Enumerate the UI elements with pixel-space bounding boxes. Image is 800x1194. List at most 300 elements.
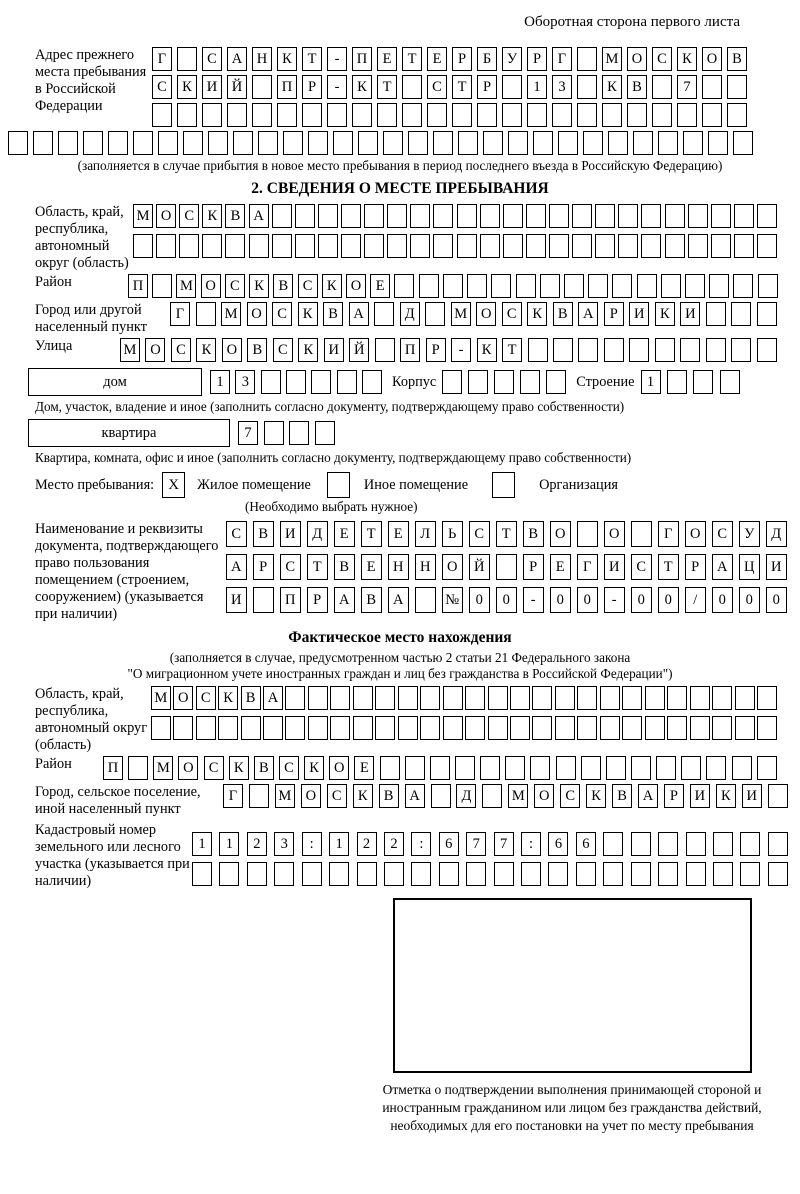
char-box[interactable] <box>546 370 566 394</box>
char-box[interactable] <box>482 784 502 808</box>
char-box[interactable]: А <box>334 587 355 613</box>
char-box[interactable]: П <box>400 338 420 362</box>
char-box[interactable] <box>333 131 353 155</box>
char-box[interactable] <box>272 204 292 228</box>
char-box[interactable] <box>252 103 272 127</box>
char-box[interactable] <box>465 686 485 710</box>
char-box[interactable]: Т <box>402 47 422 71</box>
char-box[interactable] <box>128 756 148 780</box>
char-box[interactable] <box>577 716 597 740</box>
char-box[interactable]: О <box>145 338 165 362</box>
char-box[interactable]: О <box>627 47 647 71</box>
char-box[interactable]: Г <box>223 784 243 808</box>
char-box[interactable]: В <box>553 302 573 326</box>
char-box[interactable]: 2 <box>384 832 404 856</box>
char-box[interactable] <box>520 370 540 394</box>
char-box[interactable] <box>706 338 726 362</box>
char-box[interactable] <box>558 131 578 155</box>
char-box[interactable] <box>528 338 548 362</box>
char-box[interactable] <box>468 370 488 394</box>
char-box[interactable]: Г <box>552 47 572 71</box>
char-box[interactable]: Р <box>604 302 624 326</box>
char-box[interactable] <box>532 716 552 740</box>
char-box[interactable]: Т <box>307 554 328 580</box>
char-box[interactable] <box>658 832 678 856</box>
char-box[interactable] <box>227 103 247 127</box>
char-box[interactable]: 7 <box>494 832 514 856</box>
char-box[interactable]: Р <box>307 587 328 613</box>
char-box[interactable] <box>218 716 238 740</box>
char-box[interactable] <box>318 204 338 228</box>
char-box[interactable] <box>249 234 269 258</box>
char-box[interactable]: К <box>196 338 216 362</box>
char-box[interactable]: Т <box>302 47 322 71</box>
char-box[interactable]: 0 <box>739 587 760 613</box>
char-box[interactable]: В <box>323 302 343 326</box>
char-box[interactable] <box>686 862 706 886</box>
stay-option-organization-checkbox[interactable] <box>492 472 515 498</box>
char-box[interactable]: 2 <box>357 832 377 856</box>
char-box[interactable]: - <box>523 587 544 613</box>
char-box[interactable] <box>308 686 328 710</box>
char-box[interactable] <box>677 103 697 127</box>
char-box[interactable] <box>219 862 239 886</box>
char-box[interactable] <box>508 131 528 155</box>
char-box[interactable] <box>108 131 128 155</box>
char-box[interactable]: С <box>202 47 222 71</box>
char-box[interactable] <box>196 716 216 740</box>
char-box[interactable] <box>8 131 28 155</box>
char-box[interactable]: С <box>152 75 172 99</box>
char-box[interactable] <box>711 234 731 258</box>
stay-option-residential-checkbox[interactable]: X <box>162 472 185 498</box>
char-box[interactable]: С <box>226 521 247 547</box>
char-box[interactable] <box>652 75 672 99</box>
char-box[interactable] <box>402 103 422 127</box>
char-box[interactable] <box>433 204 453 228</box>
char-box[interactable]: М <box>176 274 196 298</box>
char-box[interactable]: 0 <box>496 587 517 613</box>
char-box[interactable] <box>665 204 685 228</box>
char-box[interactable]: К <box>249 274 269 298</box>
char-box[interactable] <box>264 421 284 445</box>
char-box[interactable]: И <box>680 302 700 326</box>
char-box[interactable]: М <box>221 302 241 326</box>
char-box[interactable] <box>686 832 706 856</box>
char-box[interactable] <box>606 756 626 780</box>
char-box[interactable]: К <box>353 784 373 808</box>
char-box[interactable] <box>286 370 306 394</box>
char-box[interactable]: К <box>304 756 324 780</box>
char-box[interactable]: К <box>655 302 675 326</box>
char-box[interactable]: О <box>329 756 349 780</box>
char-box[interactable]: Е <box>334 521 355 547</box>
char-box[interactable] <box>720 370 740 394</box>
char-box[interactable]: А <box>388 587 409 613</box>
char-box[interactable]: М <box>451 302 471 326</box>
char-box[interactable] <box>577 75 597 99</box>
char-box[interactable] <box>494 370 514 394</box>
char-box[interactable] <box>702 103 722 127</box>
char-box[interactable]: В <box>523 521 544 547</box>
char-box[interactable]: В <box>627 75 647 99</box>
char-box[interactable]: О <box>550 521 571 547</box>
char-box[interactable]: В <box>379 784 399 808</box>
char-box[interactable] <box>658 131 678 155</box>
char-box[interactable]: И <box>629 302 649 326</box>
char-box[interactable]: Д <box>400 302 420 326</box>
char-box[interactable] <box>667 716 687 740</box>
char-box[interactable]: 6 <box>439 832 459 856</box>
char-box[interactable]: А <box>578 302 598 326</box>
char-box[interactable]: П <box>280 587 301 613</box>
char-box[interactable]: № <box>442 587 463 613</box>
char-box[interactable] <box>595 204 615 228</box>
char-box[interactable] <box>58 131 78 155</box>
char-box[interactable]: Т <box>452 75 472 99</box>
stay-option-other-checkbox[interactable] <box>327 472 350 498</box>
char-box[interactable] <box>439 862 459 886</box>
char-box[interactable]: С <box>171 338 191 362</box>
char-box[interactable]: С <box>469 521 490 547</box>
char-box[interactable] <box>430 756 450 780</box>
char-box[interactable]: К <box>477 338 497 362</box>
char-box[interactable]: Е <box>354 756 374 780</box>
char-box[interactable]: О <box>173 686 193 710</box>
char-box[interactable] <box>488 716 508 740</box>
char-box[interactable]: О <box>476 302 496 326</box>
char-box[interactable] <box>734 234 754 258</box>
char-box[interactable]: В <box>254 756 274 780</box>
char-box[interactable]: С <box>502 302 522 326</box>
char-box[interactable] <box>555 686 575 710</box>
char-box[interactable] <box>491 274 511 298</box>
char-box[interactable] <box>533 131 553 155</box>
char-box[interactable] <box>637 274 657 298</box>
char-box[interactable] <box>330 716 350 740</box>
char-box[interactable] <box>604 338 624 362</box>
char-box[interactable] <box>375 686 395 710</box>
char-box[interactable] <box>458 131 478 155</box>
char-box[interactable]: П <box>352 47 372 71</box>
char-box[interactable] <box>631 862 651 886</box>
char-box[interactable]: И <box>280 521 301 547</box>
char-box[interactable] <box>740 862 760 886</box>
char-box[interactable]: К <box>202 204 222 228</box>
char-box[interactable]: Г <box>152 47 172 71</box>
char-box[interactable] <box>661 274 681 298</box>
char-box[interactable] <box>330 686 350 710</box>
char-box[interactable]: Д <box>307 521 328 547</box>
char-box[interactable] <box>505 756 525 780</box>
char-box[interactable]: Б <box>477 47 497 71</box>
char-box[interactable] <box>443 686 463 710</box>
char-box[interactable] <box>693 370 713 394</box>
char-box[interactable] <box>302 862 322 886</box>
char-box[interactable]: С <box>427 75 447 99</box>
char-box[interactable]: И <box>742 784 762 808</box>
char-box[interactable] <box>353 716 373 740</box>
char-box[interactable]: М <box>120 338 140 362</box>
char-box[interactable] <box>341 234 361 258</box>
char-box[interactable]: В <box>247 338 267 362</box>
char-box[interactable]: 0 <box>577 587 598 613</box>
char-box[interactable]: А <box>249 204 269 228</box>
char-box[interactable] <box>308 716 328 740</box>
char-box[interactable] <box>133 131 153 155</box>
char-box[interactable]: С <box>196 686 216 710</box>
char-box[interactable] <box>708 131 728 155</box>
char-box[interactable] <box>735 716 755 740</box>
char-box[interactable] <box>618 234 638 258</box>
char-box[interactable]: С <box>631 554 652 580</box>
char-box[interactable] <box>757 338 777 362</box>
char-box[interactable] <box>572 234 592 258</box>
char-box[interactable] <box>627 103 647 127</box>
char-box[interactable]: 0 <box>766 587 787 613</box>
char-box[interactable] <box>494 862 514 886</box>
char-box[interactable] <box>572 204 592 228</box>
char-box[interactable]: С <box>204 756 224 780</box>
char-box[interactable] <box>274 862 294 886</box>
char-box[interactable]: Р <box>426 338 446 362</box>
char-box[interactable]: Й <box>349 338 369 362</box>
char-box[interactable] <box>768 862 788 886</box>
char-box[interactable]: А <box>227 47 247 71</box>
char-box[interactable]: К <box>352 75 372 99</box>
char-box[interactable] <box>272 234 292 258</box>
char-box[interactable]: О <box>702 47 722 71</box>
char-box[interactable]: 1 <box>219 832 239 856</box>
char-box[interactable]: 1 <box>210 370 230 394</box>
char-box[interactable]: Р <box>523 554 544 580</box>
char-box[interactable]: Е <box>550 554 571 580</box>
char-box[interactable] <box>496 554 517 580</box>
char-box[interactable] <box>768 784 788 808</box>
char-box[interactable] <box>629 338 649 362</box>
char-box[interactable]: У <box>502 47 522 71</box>
char-box[interactable] <box>452 103 472 127</box>
char-box[interactable] <box>618 204 638 228</box>
char-box[interactable]: К <box>586 784 606 808</box>
char-box[interactable] <box>133 234 153 258</box>
char-box[interactable]: И <box>202 75 222 99</box>
char-box[interactable] <box>384 862 404 886</box>
char-box[interactable]: 0 <box>712 587 733 613</box>
char-box[interactable] <box>731 338 751 362</box>
char-box[interactable]: М <box>602 47 622 71</box>
char-box[interactable] <box>706 756 726 780</box>
char-box[interactable]: Е <box>370 274 390 298</box>
char-box[interactable] <box>581 756 601 780</box>
char-box[interactable] <box>410 204 430 228</box>
char-box[interactable] <box>183 131 203 155</box>
char-box[interactable] <box>658 862 678 886</box>
char-box[interactable] <box>387 204 407 228</box>
char-box[interactable] <box>156 234 176 258</box>
char-box[interactable] <box>555 716 575 740</box>
char-box[interactable] <box>289 421 309 445</box>
char-box[interactable]: П <box>277 75 297 99</box>
char-box[interactable] <box>362 370 382 394</box>
char-box[interactable] <box>415 587 436 613</box>
char-box[interactable] <box>283 131 303 155</box>
char-box[interactable] <box>431 784 451 808</box>
char-box[interactable] <box>263 716 283 740</box>
char-box[interactable] <box>577 103 597 127</box>
char-box[interactable] <box>425 302 445 326</box>
char-box[interactable] <box>757 234 777 258</box>
char-box[interactable]: У <box>739 521 760 547</box>
char-box[interactable] <box>516 274 536 298</box>
char-box[interactable]: К <box>277 47 297 71</box>
char-box[interactable]: Л <box>415 521 436 547</box>
char-box[interactable] <box>261 370 281 394</box>
char-box[interactable] <box>702 75 722 99</box>
char-box[interactable]: А <box>638 784 658 808</box>
char-box[interactable]: О <box>156 204 176 228</box>
char-box[interactable] <box>225 234 245 258</box>
char-box[interactable] <box>177 47 197 71</box>
char-box[interactable]: 7 <box>677 75 697 99</box>
char-box[interactable]: Р <box>664 784 684 808</box>
char-box[interactable] <box>375 716 395 740</box>
char-box[interactable] <box>548 862 568 886</box>
char-box[interactable] <box>600 686 620 710</box>
char-box[interactable] <box>308 131 328 155</box>
char-box[interactable] <box>633 131 653 155</box>
char-box[interactable]: Е <box>388 521 409 547</box>
char-box[interactable]: О <box>201 274 221 298</box>
char-box[interactable] <box>249 784 269 808</box>
char-box[interactable] <box>713 862 733 886</box>
char-box[interactable]: Т <box>377 75 397 99</box>
char-box[interactable] <box>645 716 665 740</box>
char-box[interactable] <box>318 234 338 258</box>
char-box[interactable] <box>357 862 377 886</box>
char-box[interactable] <box>595 234 615 258</box>
char-box[interactable]: С <box>560 784 580 808</box>
char-box[interactable]: Т <box>361 521 382 547</box>
char-box[interactable] <box>408 131 428 155</box>
char-box[interactable]: В <box>225 204 245 228</box>
char-box[interactable] <box>757 686 777 710</box>
char-box[interactable]: 0 <box>469 587 490 613</box>
char-box[interactable]: 6 <box>576 832 596 856</box>
char-box[interactable] <box>364 204 384 228</box>
char-box[interactable] <box>480 234 500 258</box>
char-box[interactable] <box>655 338 675 362</box>
char-box[interactable] <box>465 716 485 740</box>
char-box[interactable]: М <box>133 204 153 228</box>
char-box[interactable] <box>377 103 397 127</box>
char-box[interactable]: В <box>253 521 274 547</box>
char-box[interactable]: О <box>534 784 554 808</box>
char-box[interactable]: И <box>604 554 625 580</box>
char-box[interactable] <box>768 832 788 856</box>
char-box[interactable] <box>733 274 753 298</box>
char-box[interactable]: С <box>327 784 347 808</box>
char-box[interactable]: В <box>241 686 261 710</box>
char-box[interactable] <box>233 131 253 155</box>
char-box[interactable] <box>711 204 731 228</box>
char-box[interactable]: Г <box>577 554 598 580</box>
char-box[interactable] <box>503 234 523 258</box>
char-box[interactable] <box>740 832 760 856</box>
char-box[interactable] <box>411 862 431 886</box>
char-box[interactable] <box>329 862 349 886</box>
char-box[interactable] <box>442 370 462 394</box>
char-box[interactable]: К <box>677 47 697 71</box>
char-box[interactable]: 1 <box>329 832 349 856</box>
char-box[interactable]: - <box>327 75 347 99</box>
char-box[interactable] <box>688 234 708 258</box>
char-box[interactable]: - <box>604 587 625 613</box>
char-box[interactable]: Й <box>469 554 490 580</box>
char-box[interactable] <box>285 686 305 710</box>
char-box[interactable] <box>732 756 752 780</box>
char-box[interactable]: Е <box>427 47 447 71</box>
char-box[interactable] <box>521 862 541 886</box>
char-box[interactable] <box>709 274 729 298</box>
char-box[interactable]: Д <box>456 784 476 808</box>
char-box[interactable] <box>419 274 439 298</box>
char-box[interactable] <box>327 103 347 127</box>
char-box[interactable] <box>713 832 733 856</box>
char-box[interactable] <box>588 274 608 298</box>
char-box[interactable] <box>735 686 755 710</box>
char-box[interactable] <box>685 274 705 298</box>
char-box[interactable]: К <box>177 75 197 99</box>
char-box[interactable] <box>688 204 708 228</box>
char-box[interactable] <box>712 686 732 710</box>
char-box[interactable] <box>510 716 530 740</box>
char-box[interactable] <box>443 716 463 740</box>
char-box[interactable] <box>258 131 278 155</box>
char-box[interactable] <box>315 421 335 445</box>
char-box[interactable] <box>577 686 597 710</box>
char-box[interactable] <box>398 716 418 740</box>
char-box[interactable] <box>578 338 598 362</box>
char-box[interactable]: 3 <box>274 832 294 856</box>
char-box[interactable]: - <box>327 47 347 71</box>
char-box[interactable] <box>667 686 687 710</box>
char-box[interactable]: - <box>451 338 471 362</box>
char-box[interactable] <box>352 103 372 127</box>
char-box[interactable] <box>202 103 222 127</box>
char-box[interactable] <box>208 131 228 155</box>
char-box[interactable]: И <box>690 784 710 808</box>
char-box[interactable]: О <box>222 338 242 362</box>
char-box[interactable] <box>173 716 193 740</box>
char-box[interactable] <box>380 756 400 780</box>
char-box[interactable] <box>526 234 546 258</box>
char-box[interactable] <box>295 234 315 258</box>
char-box[interactable] <box>467 274 487 298</box>
char-box[interactable]: С <box>179 204 199 228</box>
char-box[interactable] <box>152 274 172 298</box>
char-box[interactable]: А <box>349 302 369 326</box>
char-box[interactable]: Р <box>302 75 322 99</box>
char-box[interactable] <box>656 756 676 780</box>
char-box[interactable]: О <box>685 521 706 547</box>
char-box[interactable] <box>576 862 596 886</box>
char-box[interactable] <box>622 686 642 710</box>
char-box[interactable] <box>196 302 216 326</box>
char-box[interactable] <box>488 686 508 710</box>
char-box[interactable]: О <box>442 554 463 580</box>
char-box[interactable]: О <box>247 302 267 326</box>
